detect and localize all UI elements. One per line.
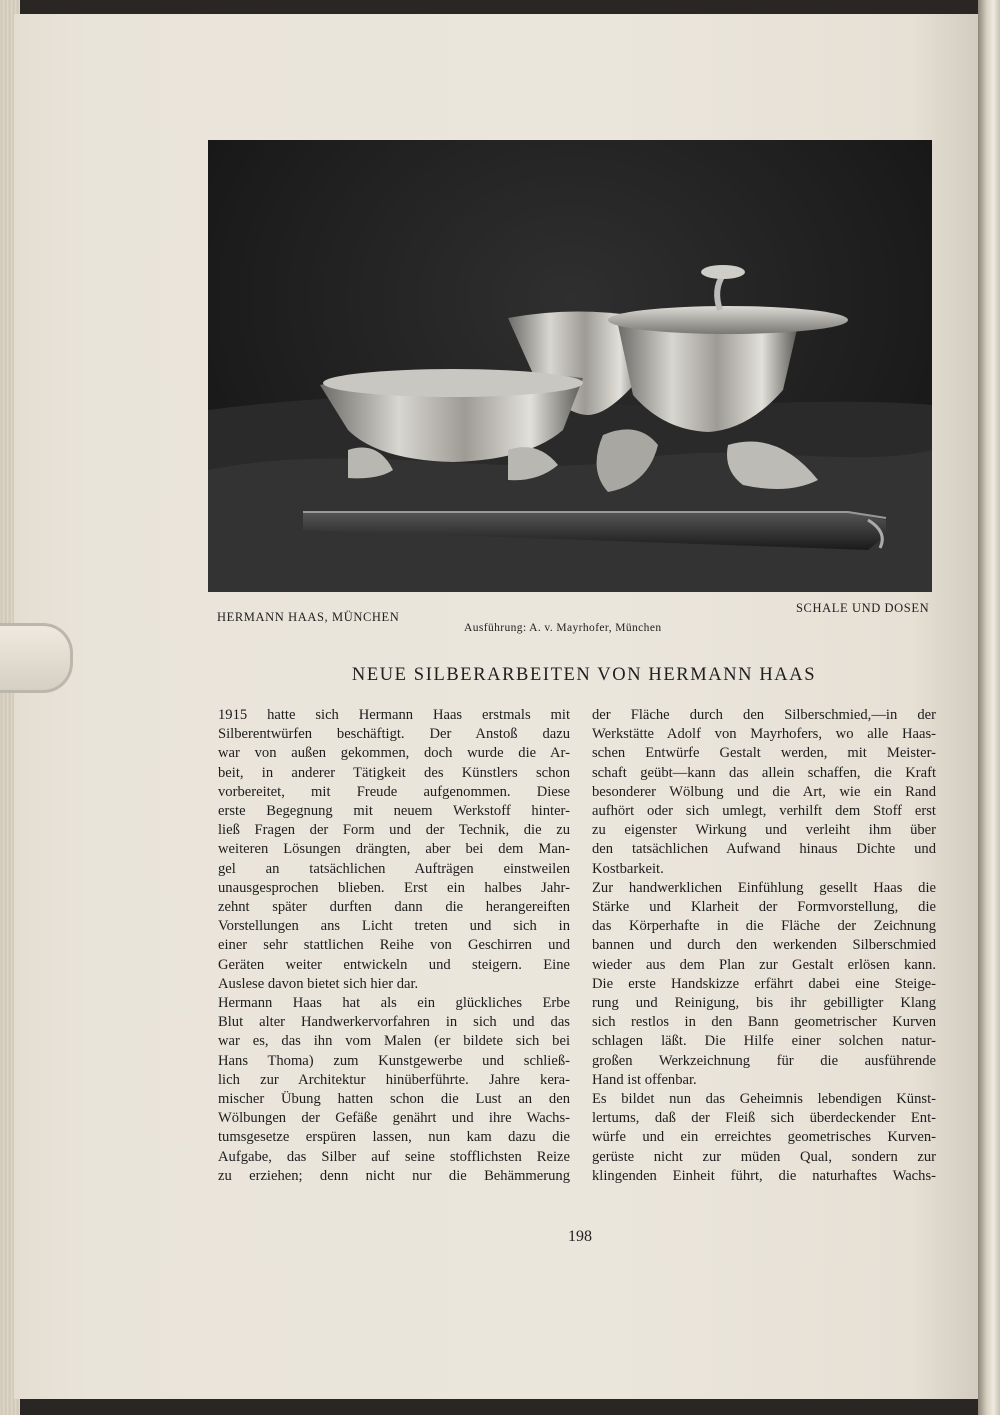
text-line: weiteren Lösungen drängten, aber bei dem Man- <box>218 841 570 858</box>
text-line: besonderer Wölbung und die Art, wie ein Rand <box>592 783 936 800</box>
text-line: Werkstätte Adolf von Mayrhofers, wo alle Haas- <box>592 726 936 743</box>
text-line: aufhört oder sich umlegt, verhilft dem Stoff erst <box>592 803 936 820</box>
page-number: 198 <box>568 1228 592 1245</box>
text-line: Hans Thoma) zum Kunstgewerbe und schließ- <box>218 1052 570 1069</box>
text-line: zu erziehen; denn nicht nur die Behämmerung <box>218 1167 570 1184</box>
text-line: vorbereitet, mit Freude aufgenommen. Diese <box>218 783 570 800</box>
text-line: lertums, daß der Fleiß sich überdeckender Ent- <box>592 1110 936 1127</box>
text-line: Hermann Haas hat als ein glückliches Erbe <box>218 995 570 1012</box>
silverware-illustration <box>208 140 932 592</box>
text-line: Geräten weiter entwickeln und steigern. Eine <box>218 956 570 973</box>
text-line: Stärke und Klarheit der Formvorstellung, die <box>592 899 936 916</box>
text-line: sich restlos in den Bann geometrischer Kurven <box>592 1014 936 1031</box>
lid-knob <box>701 265 745 279</box>
text-line: bannen und durch den werkenden Silberschmied <box>592 937 936 954</box>
text-line: schaft geübt—kann das allein schaffen, die Kraft <box>592 764 936 781</box>
text-column-left <box>218 706 570 1186</box>
text-line: 1915 hatte sich Hermann Haas erstmals mit <box>218 707 570 723</box>
text-line: Die erste Handskizze erfährt dabei eine Steige- <box>592 975 936 992</box>
silverware-photo <box>208 140 932 592</box>
text-line: rung und Reinigung, bis ihr gebilligter Klang <box>592 995 936 1012</box>
covered-dish-lid <box>608 306 848 334</box>
text-line: wieder aus dem Plan zur Gestalt erlösen kann. <box>592 956 936 973</box>
text-line: tumsgesetze erspüren lassen, nun kam dazu die <box>218 1129 570 1146</box>
caption-artist: HERMANN HAAS, MÜNCHEN <box>217 610 400 624</box>
text-line: großen Werkzeichnung für die ausführende <box>592 1052 936 1069</box>
text-line: einer sehr stattlichen Reihe von Geschirren und <box>218 937 570 954</box>
text-line: Zur handwerklichen Einfühlung gesellt Haas die <box>592 879 936 896</box>
caption-title: SCHALE UND DOSEN <box>796 601 930 615</box>
text-line: den tatsächlichen Aufwand hinaus Dichte und <box>592 841 936 858</box>
text-line: Hand ist offenbar. <box>592 1071 697 1088</box>
book-spine-edge <box>978 0 1000 1415</box>
text-line: erste Begegnung mit neuem Werkstoff hinter- <box>218 803 570 820</box>
text-line: Es bildet nun das Geheimnis lebendigen Künst- <box>592 1091 936 1108</box>
caption-maker: Ausführung: A. v. Mayrhofer, München <box>464 622 662 634</box>
text-line: Silberentwürfen beschäftigt. Der Anstoß dazu <box>218 726 570 743</box>
text-line: gel an tatsächlichen Aufträgen einstweilen <box>218 860 570 877</box>
text-line: Aufgabe, das Silber auf seine stofflichsten Reize <box>218 1148 570 1165</box>
text-line: Wölbungen der Gefäße genährt und ihre Wachs- <box>218 1110 570 1127</box>
text-line: beit, in anderer Tätigkeit des Künstlers schon <box>218 764 570 781</box>
article-heading: NEUE SILBERARBEITEN VON HERMANN HAAS <box>351 665 817 685</box>
bookmark-clip <box>0 623 73 693</box>
text-line: war es, das ihn vom Malen (er bildete sich bei <box>218 1033 570 1050</box>
text-line: unausgesprochen blieben. Erst ein halbes Jahr- <box>218 879 570 896</box>
text-line: Blut alter Handwerkervorfahren in sich und das <box>218 1014 570 1031</box>
text-line: ließ Fragen der Form und der Technik, die zu <box>218 822 570 839</box>
text-line: schen Entwürfe Gestalt werden, mit Meister- <box>592 745 936 762</box>
text-line: gerüste nicht zur müden Qual, sondern zur <box>592 1148 936 1165</box>
text-line: mischer Übung hatten schon die Lust an den <box>218 1091 570 1108</box>
text-line: Kostbarkeit. <box>592 860 664 877</box>
text-line: klingenden Einheit führt, die naturhaftes Wachs- <box>592 1167 936 1184</box>
text-line: würfe und ein erreichtes geometrisches Kurven- <box>592 1129 936 1146</box>
text-line: Vorstellungen ans Licht treten und sich in <box>218 918 570 935</box>
text-line: Auslese davon bietet sich hier dar. <box>218 975 419 992</box>
text-line: der Fläche durch den Silberschmied,—in der <box>592 707 936 723</box>
text-column-right <box>592 706 936 1186</box>
text-line: das Körperhafte in die Fläche der Zeichnung <box>592 918 936 935</box>
text-line: schlagen läßt. Die Hilfe einer solchen natur- <box>592 1033 936 1050</box>
text-line: war von außen gekommen, doch wurde die Ar- <box>218 745 570 762</box>
text-line: zu eigenster Wirkung und verleiht ihm über <box>592 822 936 839</box>
text-line: zehnt später durften dann die herangereiften <box>218 899 570 916</box>
text-line: lich zur Architektur hinüberführte. Jahre kera- <box>218 1071 570 1088</box>
